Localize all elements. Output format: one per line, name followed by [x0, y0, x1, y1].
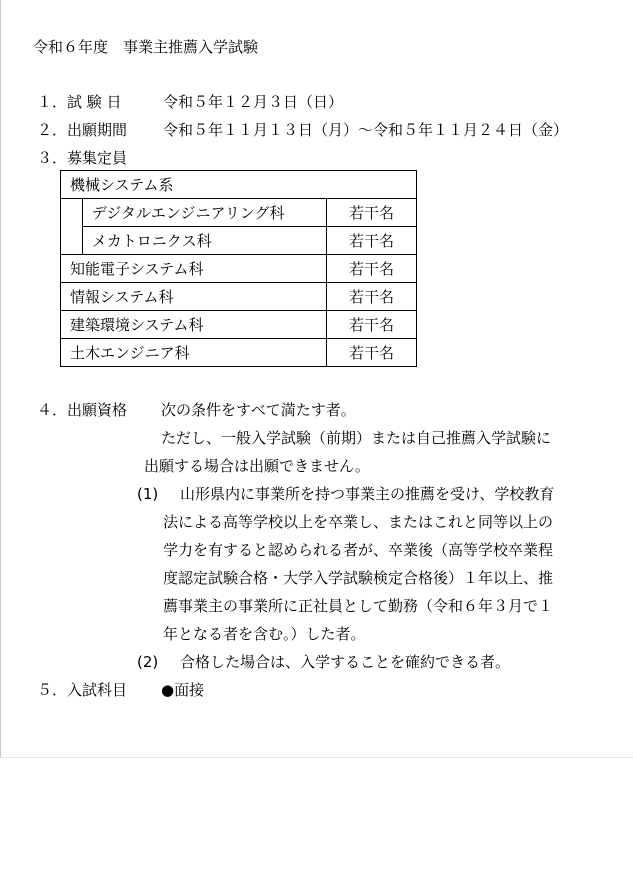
dept-cell: 情報システム科 [61, 283, 327, 311]
document-title: 令和６年度 事業主推薦入学試験 [33, 38, 259, 56]
dept-cell: メカトロニクス科 [82, 227, 326, 255]
table-row [61, 339, 417, 367]
dept-cell: 建築環境システム科 [61, 311, 327, 339]
count-cell: 若干名 [327, 283, 417, 311]
condition-1-line-1: 山形県内に事業所を持つ事業主の推薦を受け、学校教育 [180, 485, 555, 503]
table-row [61, 283, 417, 311]
eligibility-intro: 次の条件をすべて満たす者。 [161, 401, 356, 419]
subjects-label: ５．入試科目 [37, 681, 128, 699]
table-row [61, 199, 417, 227]
eligibility-label: ４．出願資格 [37, 401, 128, 419]
table-row [61, 227, 417, 255]
count-cell: 若干名 [327, 199, 417, 227]
table-row [61, 311, 417, 339]
table-row [61, 171, 417, 199]
application-period-label: ２．出願期間 [37, 121, 128, 139]
condition-1-line-2: 法による高等学校以上を卒業し、またはこれと同等以上の [163, 513, 554, 531]
page-border-left [0, 0, 1, 757]
condition-1-line-3: 学力を有すると認められる者が、卒業後（高等学校卒業程 [163, 541, 554, 559]
condition-2-text: 合格した場合は、入学することを確約できる者。 [180, 653, 511, 671]
group-indent-cell [61, 199, 83, 255]
quota-label: ３．募集定員 [37, 149, 128, 167]
dept-cell: 土木エンジニア科 [61, 339, 327, 367]
quota-table [60, 170, 417, 367]
page-border-bottom [0, 757, 633, 758]
condition-1-number: (1) [137, 485, 159, 503]
subjects-value: ●面接 [161, 681, 205, 699]
count-cell: 若干名 [327, 311, 417, 339]
dept-cell: デジタルエンジニアリング科 [82, 199, 326, 227]
exam-date-label: １．試 験 日 [37, 93, 122, 111]
condition-1-line-4: 度認定試験合格・大学入学試験検定合格後）１年以上、推 [163, 569, 554, 587]
application-period-value: 令和５年１１月１３日（月）～令和５年１１月２４日（金） [163, 121, 569, 139]
eligibility-note-line-2: 出願する場合は出願できません。 [144, 457, 370, 475]
count-cell: 若干名 [327, 339, 417, 367]
eligibility-note-line-1: ただし、一般入学試験（前期）または自己推薦入学試験に [161, 429, 552, 447]
condition-1-line-5: 薦事業主の事業所に正社員として勤務（令和６年３月で１ [163, 597, 554, 615]
condition-2-number: (2) [137, 653, 159, 671]
table-row [61, 255, 417, 283]
count-cell: 若干名 [327, 227, 417, 255]
count-cell: 若干名 [327, 255, 417, 283]
group-name-cell: 機械システム系 [61, 171, 417, 199]
exam-date-value: 令和５年１２月３日（日） [163, 93, 344, 111]
condition-1-line-6: 年となる者を含む。）した者。 [163, 625, 366, 643]
dept-cell: 知能電子システム科 [61, 255, 327, 283]
